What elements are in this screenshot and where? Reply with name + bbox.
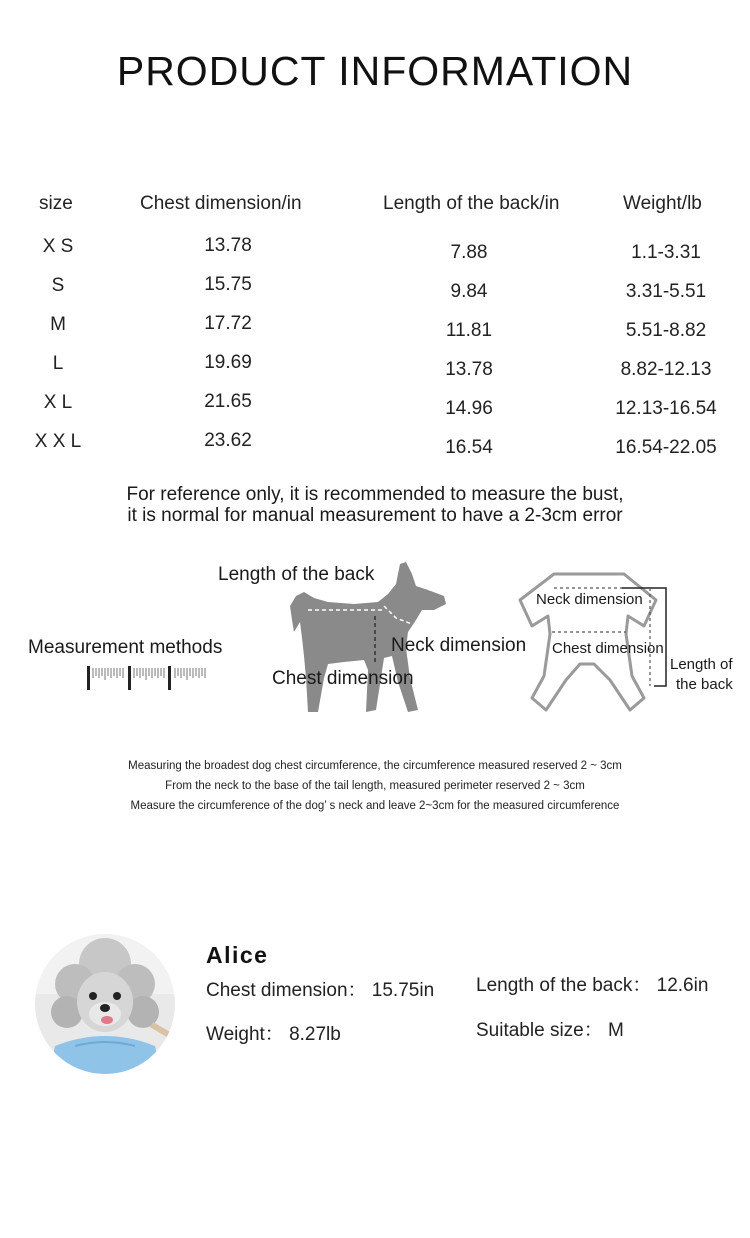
cell-size: X X L (34, 431, 82, 452)
dog-neck-label: Neck dimension (391, 635, 527, 656)
garment-back-label-line1: Length of (670, 656, 733, 673)
cell-chest: 21.65 (204, 391, 252, 412)
model-chest: Chest dimension： 15.75in (206, 980, 435, 1001)
cell-back: 11.81 (445, 320, 493, 341)
cell-weight: 5.51-8.82 (625, 320, 707, 341)
cell-size: L (52, 353, 64, 374)
measurement-methods-label: Measurement methods (28, 637, 223, 658)
cell-size: S (51, 275, 65, 296)
tape-measure-icon (84, 666, 210, 692)
dog-avatar (35, 934, 175, 1074)
garment-neck-label: Neck dimension (536, 591, 643, 608)
cell-back: 7.88 (450, 242, 488, 263)
cell-chest: 17.72 (204, 313, 252, 334)
model-back: Length of the back： 12.6in (476, 975, 709, 996)
cell-weight: 12.13-16.54 (615, 398, 717, 419)
cell-back: 9.84 (450, 281, 488, 302)
header-back: Length of the back/in (383, 193, 560, 214)
dog-back-label: Length of the back (218, 564, 375, 585)
model-weight: Weight： 8.27lb (206, 1024, 341, 1045)
cell-weight: 16.54-22.05 (615, 437, 717, 458)
cell-weight: 3.31-5.51 (625, 281, 707, 302)
cell-size: X S (42, 236, 74, 257)
garment-back-label-line2: the back (676, 676, 733, 693)
cell-size: X L (43, 392, 73, 413)
dog-chest-label: Chest dimension (272, 668, 414, 689)
measure-note-neck: Measure the circumference of the dog’ s neck and leave 2~3cm for the measured circumference (130, 800, 620, 812)
cell-weight: 8.82-12.13 (620, 359, 712, 380)
cell-chest: 15.75 (204, 274, 252, 295)
reference-note-line2: it is normal for manual measurement to have a 2-3cm error (127, 505, 623, 526)
garment-chest-label: Chest dimension (552, 640, 664, 657)
cell-weight: 1.1-3.31 (631, 242, 701, 263)
cell-chest: 19.69 (204, 352, 252, 373)
model-size: Suitable size： M (476, 1020, 624, 1041)
cell-back: 14.96 (445, 398, 493, 419)
reference-note-line1: For reference only, it is recommended to measure the bust, (126, 484, 624, 505)
measure-note-back: From the neck to the base of the tail length, measured perimeter reserved 2 ~ 3cm (165, 780, 585, 792)
model-name: Alice (206, 942, 269, 968)
measure-note-chest: Measuring the broadest dog chest circumference, the circumference measured reserved 2 ~ 3cm (128, 760, 622, 772)
header-size: size (39, 193, 73, 214)
header-chest: Chest dimension/in (140, 193, 302, 214)
cell-size: M (50, 314, 66, 335)
cell-back: 16.54 (445, 437, 493, 458)
cell-chest: 23.62 (204, 430, 252, 451)
cell-back: 13.78 (445, 359, 493, 380)
header-weight: Weight/lb (623, 193, 702, 214)
page-title: PRODUCT INFORMATION (116, 48, 634, 94)
cell-chest: 13.78 (204, 235, 252, 256)
